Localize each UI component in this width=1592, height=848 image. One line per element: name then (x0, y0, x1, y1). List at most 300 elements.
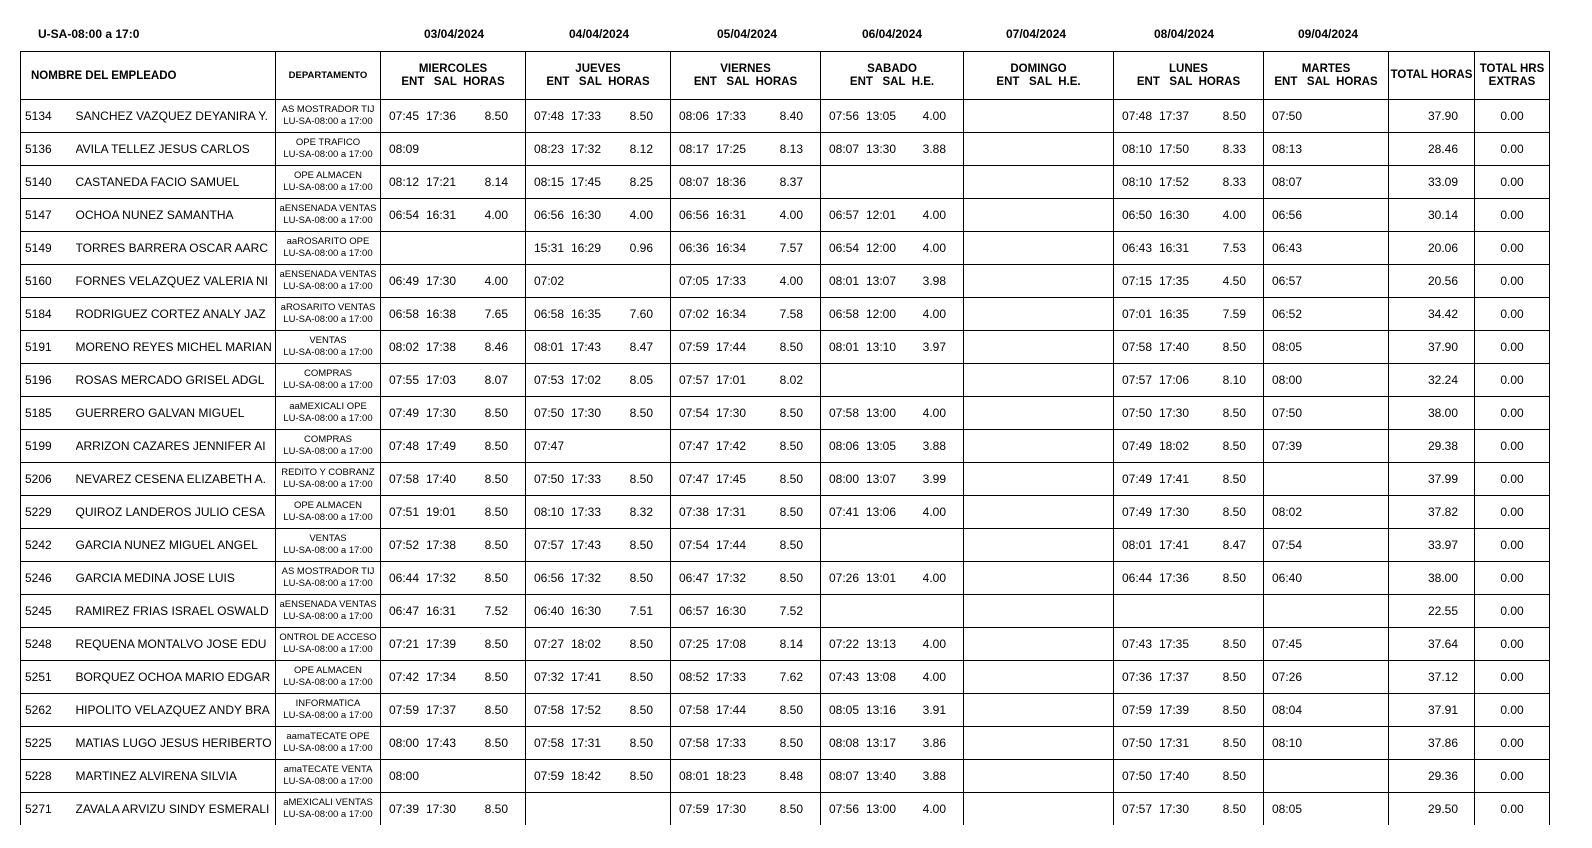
entry-time: 07:48 (1122, 109, 1153, 123)
day-hours: 8.05 (629, 373, 653, 387)
table-body (21, 100, 1550, 826)
department-cell (276, 562, 381, 595)
day-cell (381, 694, 526, 727)
table-row (21, 298, 1550, 331)
exit-time: 16:34 (716, 307, 747, 321)
entry-time: 08:01 (829, 274, 860, 288)
day-cell (526, 199, 671, 232)
total-hours: 30.14 (1389, 199, 1475, 232)
day-cell (671, 727, 821, 760)
day-cell (964, 694, 1114, 727)
exit-time: 17:33 (716, 109, 747, 123)
table-row (21, 727, 1550, 760)
exit-time: 13:30 (866, 142, 897, 156)
day-cell (821, 496, 964, 529)
exit-time: 17:02 (571, 373, 602, 387)
day-cell (964, 463, 1114, 496)
department-name: aENSENADA VENTAS (279, 599, 377, 610)
day-hours: 8.25 (629, 175, 653, 189)
entry-time: 07:58 (679, 703, 710, 717)
day-cell (1264, 430, 1389, 463)
day-hours: 7.58 (779, 307, 803, 321)
day-cell (381, 199, 526, 232)
day-hours: 8.32 (629, 505, 653, 519)
entry-time: 08:07 (679, 175, 710, 189)
day-subheader: ENT SAL HORAS (1136, 75, 1241, 88)
day-hours: 8.10 (1222, 373, 1246, 387)
exit-time: 13:01 (866, 571, 897, 585)
exit-time: 17:44 (716, 538, 747, 552)
department-name: aENSENADA VENTAS (279, 203, 377, 214)
total-hours: 33.97 (1389, 529, 1475, 562)
employee-number: 5185 (21, 397, 76, 430)
entry-time: 08:52 (679, 670, 710, 684)
day-cell (1114, 760, 1264, 793)
day-cell (1114, 628, 1264, 661)
table-row (21, 232, 1550, 265)
day-hours: 8.50 (1222, 736, 1246, 750)
exit-time: 17:45 (571, 175, 602, 189)
day-cell (671, 232, 821, 265)
entry-time: 08:10 (534, 505, 565, 519)
day-cell (671, 397, 821, 430)
employee-name: MARTINEZ ALVIRENA SILVIA (76, 760, 276, 793)
exit-time: 17:32 (716, 571, 747, 585)
day-cell (381, 595, 526, 628)
day-hours: 8.50 (629, 703, 653, 717)
report-top-row (0, 0, 1592, 52)
department-name: amaTECATE VENTA (283, 764, 373, 775)
day-cell (671, 364, 821, 397)
table-row (21, 760, 1550, 793)
day-cell (1114, 694, 1264, 727)
employee-name: HIPOLITO VELAZQUEZ ANDY BRA (76, 694, 276, 727)
day-cell (526, 430, 671, 463)
day-hours: 4.00 (922, 670, 946, 684)
day-hours: 8.07 (484, 373, 508, 387)
exit-time: 17:35 (1159, 274, 1190, 288)
employee-number: 5228 (21, 760, 76, 793)
day-cell (526, 166, 671, 199)
day-cell (381, 133, 526, 166)
day-hours: 3.86 (922, 736, 946, 750)
entry-time: 08:02 (389, 340, 420, 354)
exit-time: 16:30 (1159, 208, 1190, 222)
entry-time: 07:50 (1122, 736, 1153, 750)
entry-time: 08:07 (1272, 175, 1303, 189)
day-cell (964, 133, 1114, 166)
day-hours: 4.00 (922, 802, 946, 816)
day-cell (964, 430, 1114, 463)
day-cell (671, 793, 821, 826)
day-cell (381, 397, 526, 430)
entry-time: 15:31 (534, 241, 565, 255)
day-hours: 8.50 (629, 406, 653, 420)
shift-schedule: LU-SA-08:00 a 17:00 (283, 611, 373, 622)
department-cell (276, 793, 381, 826)
day-hours: 7.65 (484, 307, 508, 321)
attendance-table (20, 51, 1550, 825)
table-row (21, 166, 1550, 199)
entry-time: 06:36 (679, 241, 710, 255)
exit-time: 17:41 (1159, 538, 1190, 552)
exit-time: 17:40 (426, 472, 457, 486)
total-extra-hours: 0.00 (1475, 100, 1550, 133)
total-hours: 29.36 (1389, 760, 1475, 793)
exit-time: 17:41 (1159, 472, 1190, 486)
day-cell (671, 496, 821, 529)
day-hours: 8.50 (1222, 637, 1246, 651)
exit-time: 17:32 (571, 142, 602, 156)
day-cell (1114, 397, 1264, 430)
total-extra-hours: 0.00 (1475, 463, 1550, 496)
entry-time: 07:58 (534, 736, 565, 750)
exit-time: 16:30 (571, 604, 602, 618)
department-cell (276, 133, 381, 166)
employee-number: 5245 (21, 595, 76, 628)
employee-name-header: NOMBRE DEL EMPLEADO (21, 52, 276, 100)
day-cell (1114, 463, 1264, 496)
day-cell (1114, 298, 1264, 331)
total-extra-hours: 0.00 (1475, 760, 1550, 793)
shift-schedule: LU-SA-08:00 a 17:00 (283, 314, 373, 325)
exit-time: 17:52 (1159, 175, 1190, 189)
date-label-7: 09/04/2024 (1298, 27, 1359, 41)
day-cell (821, 166, 964, 199)
shift-schedule: LU-SA-08:00 a 17:00 (283, 182, 373, 193)
total-extra-hours: 0.00 (1475, 364, 1550, 397)
day-hours: 8.50 (484, 439, 508, 453)
exit-time: 13:07 (866, 274, 897, 288)
exit-time: 17:33 (571, 472, 602, 486)
department-name: ONTROL DE ACCESO (279, 632, 377, 643)
day-hours: 8.46 (484, 340, 508, 354)
day-cell (1114, 166, 1264, 199)
entry-time: 07:50 (534, 406, 565, 420)
day-cell (1264, 694, 1389, 727)
entry-time: 07:49 (1122, 439, 1153, 453)
employee-name: ZAVALA ARVIZU SINDY ESMERALI (76, 793, 276, 826)
department-name: OPE TRAFICO (295, 137, 361, 148)
exit-time: 16:31 (426, 208, 457, 222)
entry-time: 07:45 (389, 109, 420, 123)
date-label-1: 03/04/2024 (424, 27, 485, 41)
date-label-5: 07/04/2024 (1006, 27, 1067, 41)
employee-number: 5147 (21, 199, 76, 232)
department-cell (276, 430, 381, 463)
total-hours: 37.91 (1389, 694, 1475, 727)
exit-time: 13:00 (866, 406, 897, 420)
exit-time: 17:25 (716, 142, 747, 156)
exit-time: 17:30 (426, 802, 457, 816)
shift-schedule: LU-SA-08:00 a 17:00 (283, 710, 373, 721)
total-extra-hours: 0.00 (1475, 133, 1550, 166)
day-cell (1264, 463, 1389, 496)
day-cell (1114, 430, 1264, 463)
day-cell (381, 265, 526, 298)
day-header-2 (526, 52, 671, 100)
total-extra-hours: 0.00 (1475, 694, 1550, 727)
exit-time: 17:44 (716, 703, 747, 717)
day-hours: 8.50 (1222, 769, 1246, 783)
entry-time: 07:58 (1122, 340, 1153, 354)
table-row (21, 694, 1550, 727)
total-hours: 38.00 (1389, 562, 1475, 595)
day-cell (526, 595, 671, 628)
day-hours: 8.50 (484, 538, 508, 552)
day-cell (1114, 232, 1264, 265)
entry-time: 07:01 (1122, 307, 1153, 321)
department-cell (276, 331, 381, 364)
entry-time: 07:59 (679, 340, 710, 354)
entry-time: 08:02 (1272, 505, 1303, 519)
day-hours: 8.50 (1222, 109, 1246, 123)
day-cell (1264, 199, 1389, 232)
day-cell (821, 529, 964, 562)
entry-time: 07:54 (679, 406, 710, 420)
day-cell (1264, 364, 1389, 397)
employee-name: ARRIZON CAZARES JENNIFER AI (76, 430, 276, 463)
total-hours: 33.09 (1389, 166, 1475, 199)
entry-time: 07:59 (1122, 703, 1153, 717)
employee-number: 5206 (21, 463, 76, 496)
exit-time: 17:36 (1159, 571, 1190, 585)
day-cell (526, 661, 671, 694)
table-row (21, 265, 1550, 298)
day-cell (671, 529, 821, 562)
date-label-3: 05/04/2024 (717, 27, 778, 41)
entry-time: 07:51 (389, 505, 420, 519)
table-row (21, 430, 1550, 463)
day-hours: 4.00 (922, 505, 946, 519)
entry-time: 07:38 (679, 505, 710, 519)
employee-number: 5184 (21, 298, 76, 331)
department-cell (276, 199, 381, 232)
total-hours: 37.12 (1389, 661, 1475, 694)
employee-number: 5140 (21, 166, 76, 199)
employee-name: SANCHEZ VAZQUEZ DEYANIRA Y. (76, 100, 276, 133)
day-cell (821, 793, 964, 826)
total-extra-hours: 0.00 (1475, 232, 1550, 265)
day-hours: 8.50 (779, 340, 803, 354)
entry-time: 08:07 (829, 142, 860, 156)
exit-time: 17:01 (716, 373, 747, 387)
exit-time: 17:34 (426, 670, 457, 684)
day-hours: 8.50 (484, 703, 508, 717)
total-hours: 34.42 (1389, 298, 1475, 331)
employee-number: 5262 (21, 694, 76, 727)
exit-time: 17:43 (426, 736, 457, 750)
entry-time: 06:50 (1122, 208, 1153, 222)
day-cell (964, 496, 1114, 529)
day-cell (821, 661, 964, 694)
entry-time: 07:25 (679, 637, 710, 651)
day-cell (1114, 529, 1264, 562)
employee-name: TORRES BARRERA OSCAR AARC (76, 232, 276, 265)
exit-time: 17:30 (716, 802, 747, 816)
exit-time: 17:33 (716, 670, 747, 684)
date-label-6: 08/04/2024 (1154, 27, 1215, 41)
day-hours: 8.50 (629, 670, 653, 684)
day-cell (526, 298, 671, 331)
day-cell (381, 463, 526, 496)
total-hours: 20.06 (1389, 232, 1475, 265)
shift-schedule: LU-SA-08:00 a 17:00 (283, 116, 373, 127)
employee-number: 5242 (21, 529, 76, 562)
day-hours: 8.48 (779, 769, 803, 783)
day-cell (1114, 133, 1264, 166)
table-row (21, 331, 1550, 364)
department-cell (276, 595, 381, 628)
day-hours: 7.52 (484, 604, 508, 618)
day-hours: 8.50 (629, 736, 653, 750)
day-cell (381, 496, 526, 529)
day-cell (671, 100, 821, 133)
shift-schedule: LU-SA-08:00 a 17:00 (283, 281, 373, 292)
day-cell (671, 562, 821, 595)
day-cell (671, 331, 821, 364)
employee-number: 5136 (21, 133, 76, 166)
day-header-7 (1264, 52, 1389, 100)
day-cell (671, 298, 821, 331)
exit-time: 13:08 (866, 670, 897, 684)
total-extra-hours: 0.00 (1475, 562, 1550, 595)
entry-time: 07:42 (389, 670, 420, 684)
entry-time: 07:47 (679, 472, 710, 486)
entry-time: 08:01 (534, 340, 565, 354)
department-name: aROSARITO VENTAS (280, 302, 376, 313)
exit-time: 17:37 (1159, 670, 1190, 684)
department-cell (276, 628, 381, 661)
day-cell (964, 661, 1114, 694)
entry-time: 07:26 (829, 571, 860, 585)
day-cell (1264, 661, 1389, 694)
day-name: VIERNES (720, 62, 771, 75)
entry-time: 06:56 (534, 208, 565, 222)
entry-time: 07:52 (389, 538, 420, 552)
exit-time: 17:36 (426, 109, 457, 123)
total-hours: 37.90 (1389, 100, 1475, 133)
employee-number: 5196 (21, 364, 76, 397)
entry-time: 07:02 (679, 307, 710, 321)
day-cell (1114, 595, 1264, 628)
entry-time: 06:57 (1272, 274, 1303, 288)
department-cell (276, 397, 381, 430)
exit-time: 17:33 (716, 736, 747, 750)
day-hours: 8.14 (779, 637, 803, 651)
day-cell (1264, 265, 1389, 298)
total-extra-hours: 0.00 (1475, 496, 1550, 529)
employee-name: RAMIREZ FRIAS ISRAEL OSWALD (76, 595, 276, 628)
day-hours: 8.50 (484, 406, 508, 420)
day-cell (1114, 562, 1264, 595)
exit-time: 16:31 (1159, 241, 1190, 255)
day-cell (1264, 595, 1389, 628)
day-cell (1114, 661, 1264, 694)
day-hours: 8.50 (484, 670, 508, 684)
shift-schedule: LU-SA-08:00 a 17:00 (283, 380, 373, 391)
day-cell (821, 562, 964, 595)
department-cell (276, 727, 381, 760)
entry-time: 08:07 (829, 769, 860, 783)
department-name: VENTAS (309, 335, 347, 346)
entry-time: 08:13 (1272, 142, 1303, 156)
shift-schedule: LU-SA-08:00 a 17:00 (283, 248, 373, 259)
entry-time: 08:05 (1272, 340, 1303, 354)
exit-time: 16:35 (1159, 307, 1190, 321)
employee-name: CASTANEDA FACIO SAMUEL (76, 166, 276, 199)
day-cell (964, 760, 1114, 793)
day-cell (526, 727, 671, 760)
day-hours: 8.50 (629, 637, 653, 651)
table-header-row (21, 52, 1550, 100)
entry-time: 07:55 (389, 373, 420, 387)
employee-number: 5199 (21, 430, 76, 463)
employee-name: QUIROZ LANDEROS JULIO CESA (76, 496, 276, 529)
day-cell (526, 463, 671, 496)
entry-time: 08:00 (389, 769, 420, 783)
employee-number: 5149 (21, 232, 76, 265)
day-cell (671, 265, 821, 298)
day-cell (381, 100, 526, 133)
department-name: OPE ALMACEN (293, 500, 363, 511)
day-cell (1264, 496, 1389, 529)
day-hours: 8.50 (629, 109, 653, 123)
day-cell (964, 298, 1114, 331)
department-cell (276, 100, 381, 133)
day-cell (381, 661, 526, 694)
total-hours: 37.86 (1389, 727, 1475, 760)
day-hours: 7.57 (779, 241, 803, 255)
entry-time: 07:26 (1272, 670, 1303, 684)
day-hours: 8.33 (1222, 175, 1246, 189)
day-hours: 8.47 (1222, 538, 1246, 552)
day-hours: 8.14 (484, 175, 508, 189)
exit-time: 19:01 (426, 505, 457, 519)
exit-time: 16:30 (716, 604, 747, 618)
day-cell (964, 628, 1114, 661)
day-cell (821, 331, 964, 364)
exit-time: 17:33 (571, 109, 602, 123)
day-cell (381, 166, 526, 199)
day-hours: 4.00 (922, 571, 946, 585)
exit-time: 17:30 (1159, 406, 1190, 420)
department-name: AS MOSTRADOR TIJ (281, 104, 375, 115)
entry-time: 08:23 (534, 142, 565, 156)
day-cell (821, 595, 964, 628)
day-cell (381, 562, 526, 595)
day-hours: 3.99 (922, 472, 946, 486)
day-cell (1114, 199, 1264, 232)
day-cell (381, 760, 526, 793)
day-hours: 8.50 (1222, 670, 1246, 684)
day-name: SABADO (867, 62, 917, 75)
day-cell (964, 166, 1114, 199)
total-extra-hours: 0.00 (1475, 628, 1550, 661)
day-cell (526, 793, 671, 826)
day-cell (1114, 496, 1264, 529)
shift-schedule: LU-SA-08:00 a 17:00 (283, 215, 373, 226)
exit-time: 17:30 (571, 406, 602, 420)
day-cell (526, 694, 671, 727)
day-cell (964, 529, 1114, 562)
total-hours: 32.24 (1389, 364, 1475, 397)
exit-time: 16:38 (426, 307, 457, 321)
shift-schedule: LU-SA-08:00 a 17:00 (283, 545, 373, 556)
exit-time: 17:03 (426, 373, 457, 387)
department-cell (276, 760, 381, 793)
exit-time: 12:00 (866, 307, 897, 321)
